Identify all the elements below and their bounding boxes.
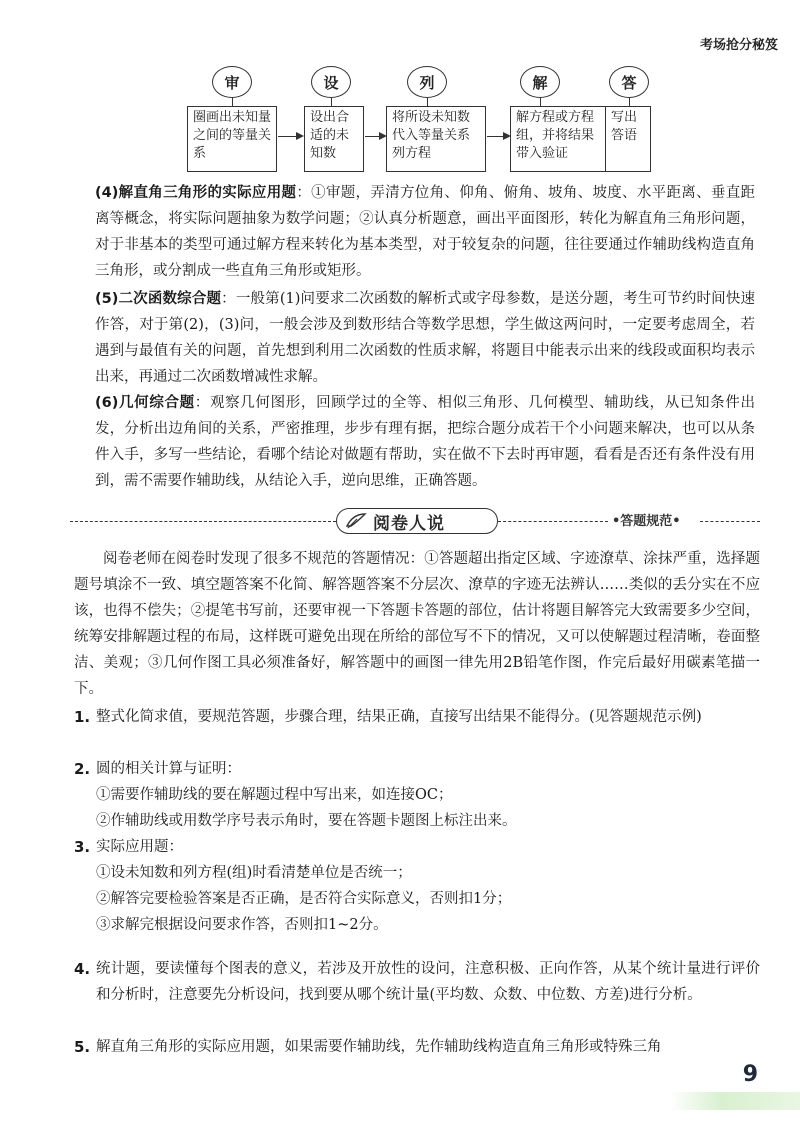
list-item-2 [74,756,760,834]
list-item-3 [74,834,760,938]
flow-step-box: 设出合适的未知数 [304,106,364,172]
intro-paragraph: 阅卷老师在阅卷时发现了很多不规范的答题情况：①答题超出指定区域、字迹潦草、涂抹严重，选择题题号填涂不一致、填空题答案不化简、解答题答案不分层次、潦草的字迹无法辨认……类似的丢分实在不应该，也得不偿失；②提笔书写前，还要审视一下答题卡答题的部位，估计将题目解答完大致需要多少空间，统筹安排解题过程的布局，这样既可避免出现在所给的部位写不下的情况，又可以使解题过程清晰，卷面整洁、美观；③几何作图工具必须准备好，解答题中的画图一律先用2B铅笔作图，作完后最好用碳素笔描一下。 [74,551,760,697]
paragraph-right-triangle [95,180,755,284]
item-text: 解直角三角形的实际应用题，如果需要作辅助线，先作辅助线构造直角三角形或特殊三角 [96,1039,662,1055]
page-number: 9 [742,1062,758,1087]
item-text: 统计题，要读懂每个图表的意义，若涉及开放性的设问，注意积极、正向作答，从某个统计量进行评价和分析时，注意要先分析设问，找到要从哪个统计量(平均数、众数、中位数、方差)进行分析。 [96,961,760,1003]
section-title-pill [336,508,498,534]
paragraph-lead: (6)几何综合题 [95,395,195,411]
paragraph-text: ：观察几何图形，回顾学过的全等、相似三角形、几何模型、辅助线，从已知条件出发，分析出边角间的关系，严密推理，步步有理有据，把综合题分成若干个小问题来解决，也可以从条件入手，多写一些结论，看哪个结论对做题有帮助，实在做不下去时再审题，看看是否还有条件没有用到，需不需要作辅助线，从结论入手，逆向思维，正确答题。 [95,395,755,489]
paragraph-text: ：①审题，弄清方位角、仰角、俯角、坡角、坡度、水平距离、垂直距离等概念，将实际问题抽象为数学问题；②认真分析题意，画出平面图形，转化为解直角三角形问题，对于非基本的类型可通过解方程来转化为基本类型，对于较复杂的问题，往往要通过作辅助线构造直角三角形，或分割成一些直角三角形或矩形。 [95,185,756,279]
flow-arrow [278,136,302,137]
flow-step-circle: 解 [520,66,560,98]
quill-icon [345,512,367,530]
item-sub: ③求解完根据设问要求作答，否则扣1~2分。 [96,917,388,933]
item-text: 实际应用题： [96,839,183,855]
item-sub: ①需要作辅助线的要在解题过程中写出来，如连接OC； [96,787,453,803]
list-item-4 [74,956,760,1008]
item-sub: ②作辅助线或用数学序号表示角时，要在答题卡题图上标注出来。 [96,813,517,829]
paragraph-quadratic [95,286,755,390]
paragraph-geometry [95,390,755,494]
flow-arrow [487,136,509,137]
item-sub: ②解答完要检验答案是否正确，是否符合实际意义，否则扣1分； [96,891,512,907]
item-sub: ①设未知数和列方程(组)时看清楚单位是否统一； [96,865,412,881]
item-number: 2. [74,760,91,778]
flow-step-box: 圈画出未知量之间的等量关系 [187,106,277,172]
item-number: 1. [74,708,91,726]
corner-decoration [670,1092,800,1110]
item-number: 3. [74,838,91,856]
section-tag: •答题规范• [612,514,681,529]
paragraph-lead: (4)解直角三角形的实际应用题 [95,185,297,201]
flow-arrow [365,136,385,137]
list-item-5 [74,1034,760,1060]
flow-step-box: 解方程或方程组，并将结果带入验证 [510,106,612,172]
flow-step-circle: 审 [212,66,252,98]
item-text: 整式化简求值，要规范答题，步骤合理，结果正确，直接写出结果不能得分。(见答题规范示例) [96,709,702,725]
item-number: 4. [74,960,91,978]
item-text: 圆的相关计算与证明： [96,761,241,777]
flow-step-box: 写出答语 [605,106,651,172]
flow-step-circle: 列 [407,66,447,98]
section-title: 阅卷人说 [373,513,445,534]
flow-step-circle: 答 [609,66,649,98]
problem-solving-flow-diagram [190,66,650,178]
item-number: 5. [74,1038,91,1056]
header-title: 考场抢分秘笈 [699,38,778,53]
flow-step-box: 将所设未知数代入等量关系列方程 [386,106,486,172]
paragraph-lead: (5)二次函数综合题 [95,291,222,307]
paragraph-text: ：一般第(1)问要求二次函数的解析式或字母参数，是送分题，考生可节约时间快速作答，对于第(2)，(3)问，一般会涉及到数形结合等数学思想，学生做这两问时，一定要考虑周全，若遇到与最值有关的问题，首先想到利用二次函数的性质求解，将题目中能表示出来的线段或面积均表示出来，再通过二次函数增减性求解。 [95,291,755,385]
list-item-1 [74,704,760,730]
section-banner [70,506,760,538]
flow-step-circle: 设 [311,66,351,98]
